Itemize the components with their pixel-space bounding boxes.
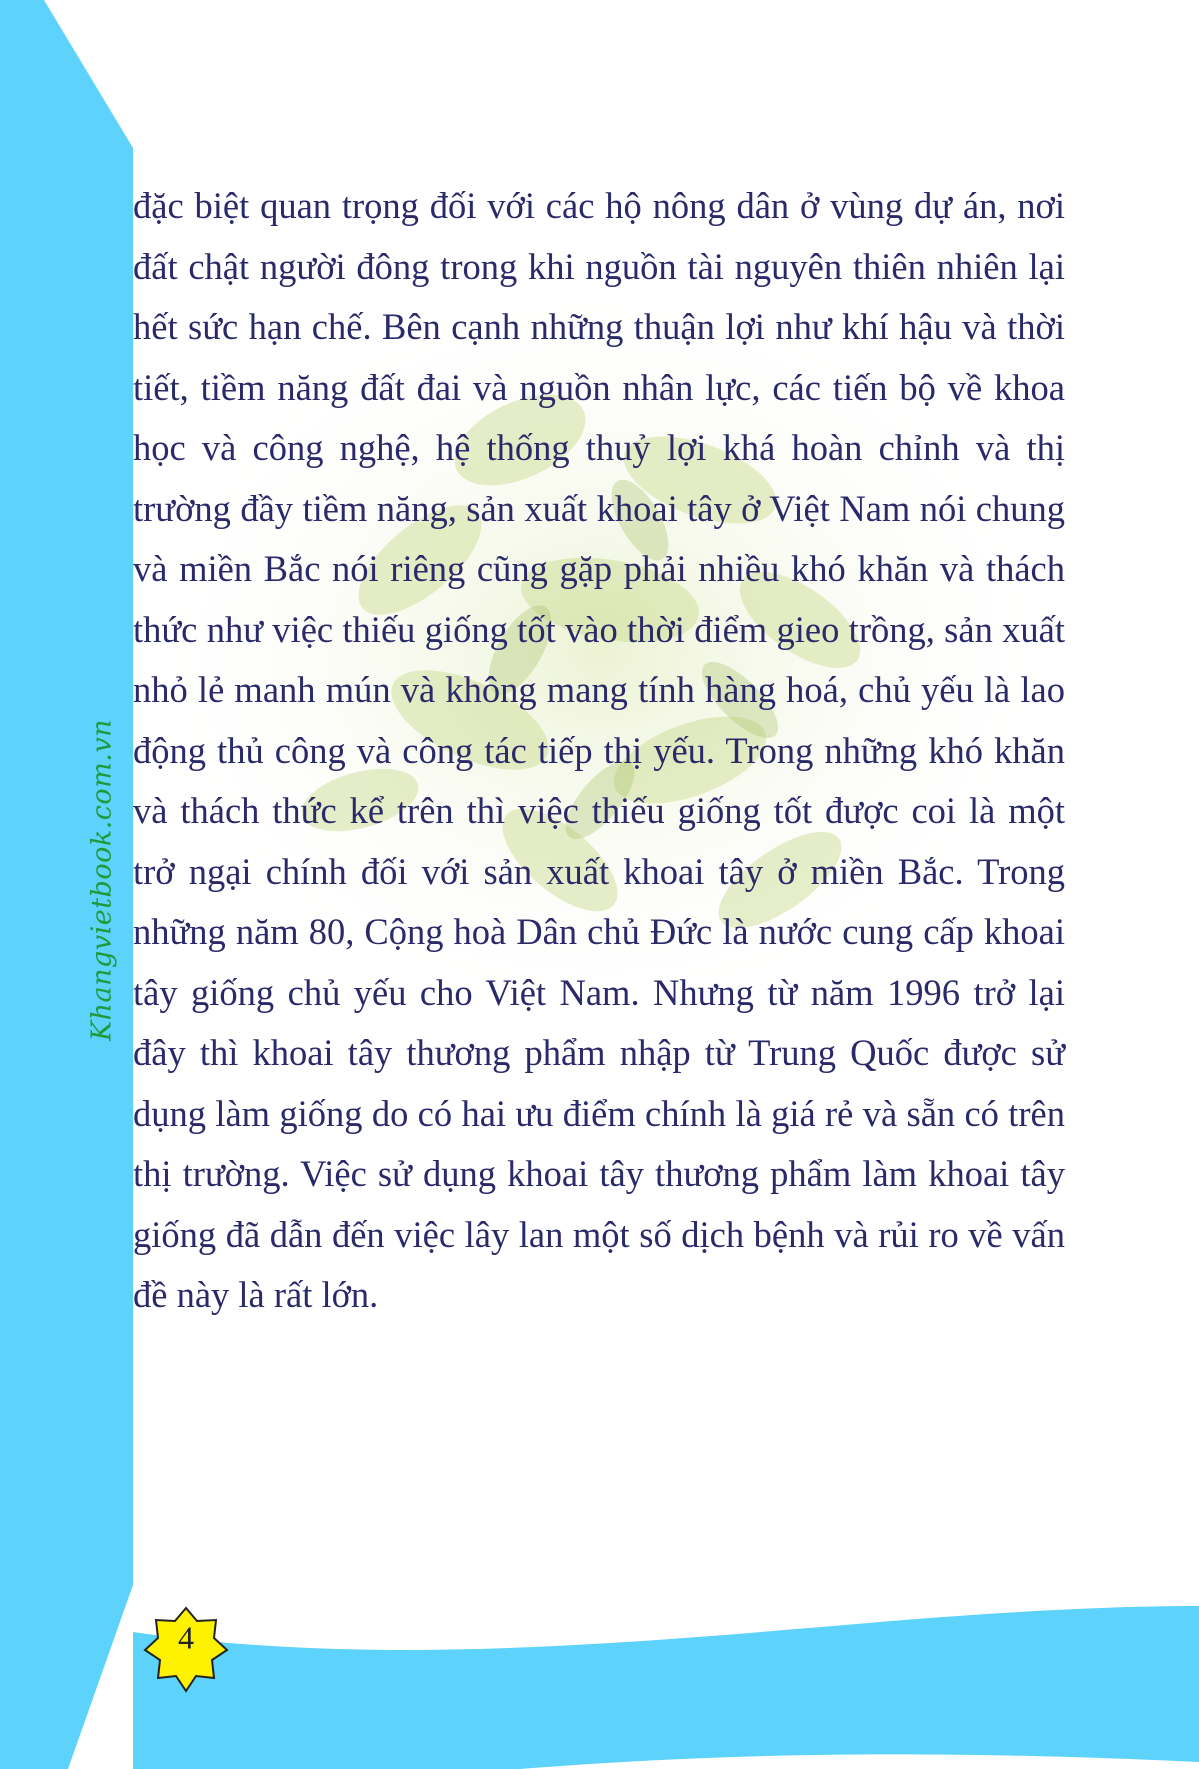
page-number: 4 <box>178 1619 194 1656</box>
website-watermark: Khangvietbook.com.vn <box>86 719 118 1041</box>
body-paragraph: đặc biệt quan trọng đối với các hộ nông dân ở vùng dự án, nơi đất chật người đông trong khi nguồn tài nguyên thiên nhiên lại hết sức hạn chế. Bên cạnh những thuận lợi như khí hậu và thời tiết, tiềm năng đất đai và nguồn nhân lực, các tiến bộ về khoa học và công nghệ, hệ thống thuỷ lợi khá hoàn chỉnh và thị trường đầy tiềm năng, sản xuất khoai tây ở Việt Nam nói chung và miền Bắc nói riêng cũng gặp phải nhiều khó khăn và thách thức như việc thiếu giống tốt vào thời điểm gieo trồng, sản xuất nhỏ lẻ manh mún và không mang tính hàng hoá, chủ yếu là lao động thủ công và công tác tiếp thị yếu. Trong những khó khăn và thách thức kể trên thì việc thiếu giống tốt được coi là một trở ngại chính đối với sản xuất khoai tây ở miền Bắc. Trong những năm 80, Cộng hoà Dân chủ Đức là nước cung cấp khoai tây giống chủ yếu cho Việt Nam. Nhưng từ năm 1996 trở lại đây thì khoai tây thương phẩm nhập từ Trung Quốc được sử dụng làm giống do có hai ưu điểm chính là giá rẻ và sẵn có trên thị trường. Việc sử dụng khoai tây thương phẩm làm khoai tây giống đã dẫn đến việc lây lan một số dịch bệnh và rủi ro về vấn đề này là rất lớn. <box>133 185 1065 1315</box>
bottom-blue-wave <box>133 1606 1199 1769</box>
